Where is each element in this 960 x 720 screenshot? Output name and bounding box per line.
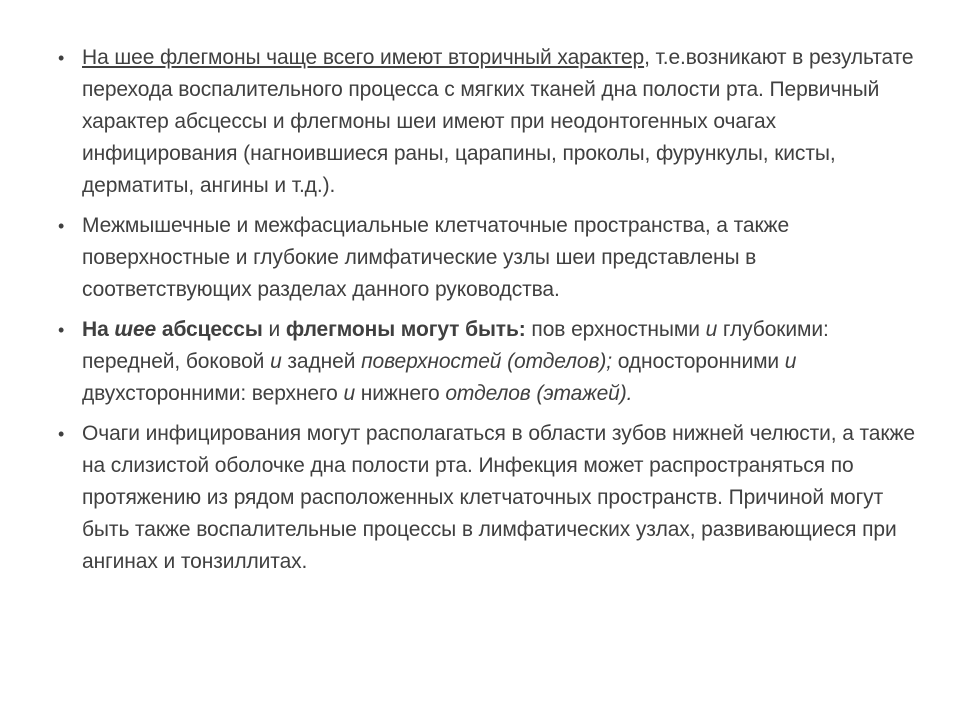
bullet-3-text: задней xyxy=(281,350,362,373)
bullet-3-text: односторонними xyxy=(611,350,785,373)
bullet-3-italic-text: и xyxy=(784,350,797,373)
bullet-marker-icon: • xyxy=(58,320,65,340)
bullet-3-bold-text: абсцессы xyxy=(156,318,263,341)
bullet-3-bold-text: На xyxy=(82,318,115,341)
bullet-item-1 xyxy=(58,42,918,202)
bullet-3-text: пов ерхностными xyxy=(525,318,706,341)
bullet-3-text: двухсторонними: верхнего xyxy=(82,382,344,405)
bullet-marker-icon: • xyxy=(58,216,65,236)
bullet-marker-icon: • xyxy=(58,48,65,68)
bullet-item-2 xyxy=(58,210,918,306)
bullet-3-italic-text: и xyxy=(343,382,356,405)
bullet-3-bold-italic-text: шее xyxy=(114,318,157,341)
bullet-3-text: нижнего xyxy=(355,382,446,405)
bullet-1-underlined-text: На шее флегмоны чаще всего имеют вторичный характер xyxy=(82,46,645,69)
bullet-marker-icon: • xyxy=(58,424,65,444)
bullet-2-text: Межмышечные и межфасциальные клетчаточные пространства, а также поверхностные и глубокие лимфатические узлы шеи представлены в соответствующих разделах данного руководства. xyxy=(82,214,790,301)
bullet-3-text: глубокими: передней, боковой xyxy=(82,318,829,373)
bullet-3-italic-text: и xyxy=(270,350,282,373)
bullet-item-3 xyxy=(58,314,918,410)
bullet-3-italic-text: и xyxy=(705,318,718,341)
bullet-3-italic-text: отделов (этажей). xyxy=(445,382,633,405)
bullet-3-italic-text: поверхностей (отделов); xyxy=(361,350,612,373)
bullet-item-4 xyxy=(58,418,918,578)
bullet-4-text: Очаги инфицирования могут располагаться в области зубов нижней челюсти, а также на слизистой оболочке дна полости рта. Инфекция может распространяться по протяжению из рядом расположенных клетчаточных пространств. Причиной могут быть также воспалительные процессы в лимфатических узлах, развивающиеся при ангинах и тонзиллитах. xyxy=(82,422,916,573)
bullet-list xyxy=(58,42,918,586)
bullet-1-text: , т.е.возникают в результате перехода воспалительного процесса с мягких тканей дна полости рта. Первичный характер абсцессы и флегмоны шеи имеют при неодонтогенных очагах инфицирования (нагноившиеся раны, царапины, проколы, фурункулы, кисты, дерматиты, ангины и т.д.). xyxy=(82,46,914,197)
bullet-3-text: и xyxy=(262,318,286,341)
bullet-3-bold-text: флегмоны могут быть: xyxy=(285,318,526,341)
